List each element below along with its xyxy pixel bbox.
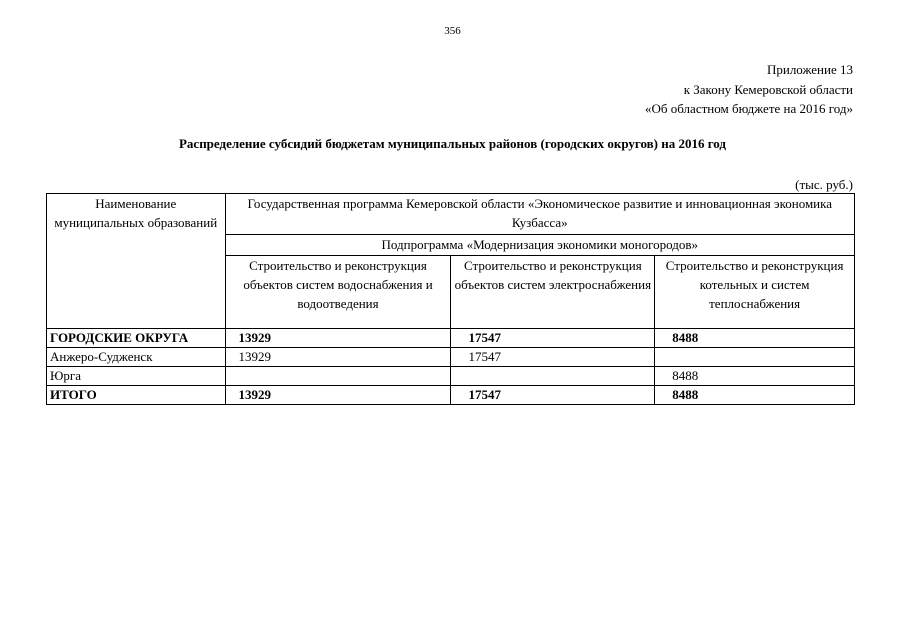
water-supply-column-header: Строительство и реконструкция объектов систем водоснабжения и водоотведения	[225, 256, 451, 329]
subprogram-header: Подпрограмма «Модернизация экономики моногородов»	[225, 235, 854, 256]
page-number: 356	[444, 25, 461, 37]
appendix-line-2: к Закону Кемеровской области	[683, 81, 853, 97]
municipality-column-header: Наименование муниципальных образований	[47, 194, 226, 329]
units-label: (тыс. руб.)	[795, 177, 853, 192]
row-value-water: 13929	[225, 329, 451, 348]
appendix-block	[645, 60, 853, 119]
row-value-water: 13929	[225, 386, 451, 405]
program-header: Государственная программа Кемеровской области «Экономическое развитие и инновационная экономика Кузбасса»	[225, 194, 854, 235]
row-name: Юрга	[47, 367, 226, 386]
table-header-row	[47, 194, 855, 235]
row-value-power: 17547	[451, 386, 655, 405]
table-row	[47, 348, 855, 367]
heat-supply-column-header: Строительство и реконструкция котельных и систем теплоснабжения	[655, 256, 855, 329]
row-value-water: 13929	[225, 348, 451, 367]
appendix-line-3: «Об областном бюджете на 2016 год»	[645, 101, 853, 116]
row-value-heat: 8488	[655, 386, 855, 405]
subsidies-table	[46, 193, 855, 405]
document-title: Распределение субсидий бюджетам муниципальных районов (городских округов) на 2016 год	[178, 136, 727, 151]
row-value-power: 17547	[451, 329, 655, 348]
table-row	[47, 367, 855, 386]
row-value-power: 17547	[451, 348, 655, 367]
row-value-heat: 8488	[655, 367, 855, 386]
row-name: ИТОГО	[47, 386, 226, 405]
row-value-heat: 8488	[655, 329, 855, 348]
power-supply-column-header: Строительство и реконструкция объектов систем электроснабжения	[451, 256, 655, 329]
table-row	[47, 329, 855, 348]
table-row	[47, 386, 855, 405]
row-value-power	[451, 367, 655, 386]
appendix-line-1: Приложение 13	[766, 62, 853, 77]
row-name: ГОРОДСКИЕ ОКРУГА	[47, 329, 226, 348]
row-name: Анжеро-Судженск	[47, 348, 226, 367]
row-value-heat	[655, 348, 855, 367]
row-value-water	[225, 367, 451, 386]
